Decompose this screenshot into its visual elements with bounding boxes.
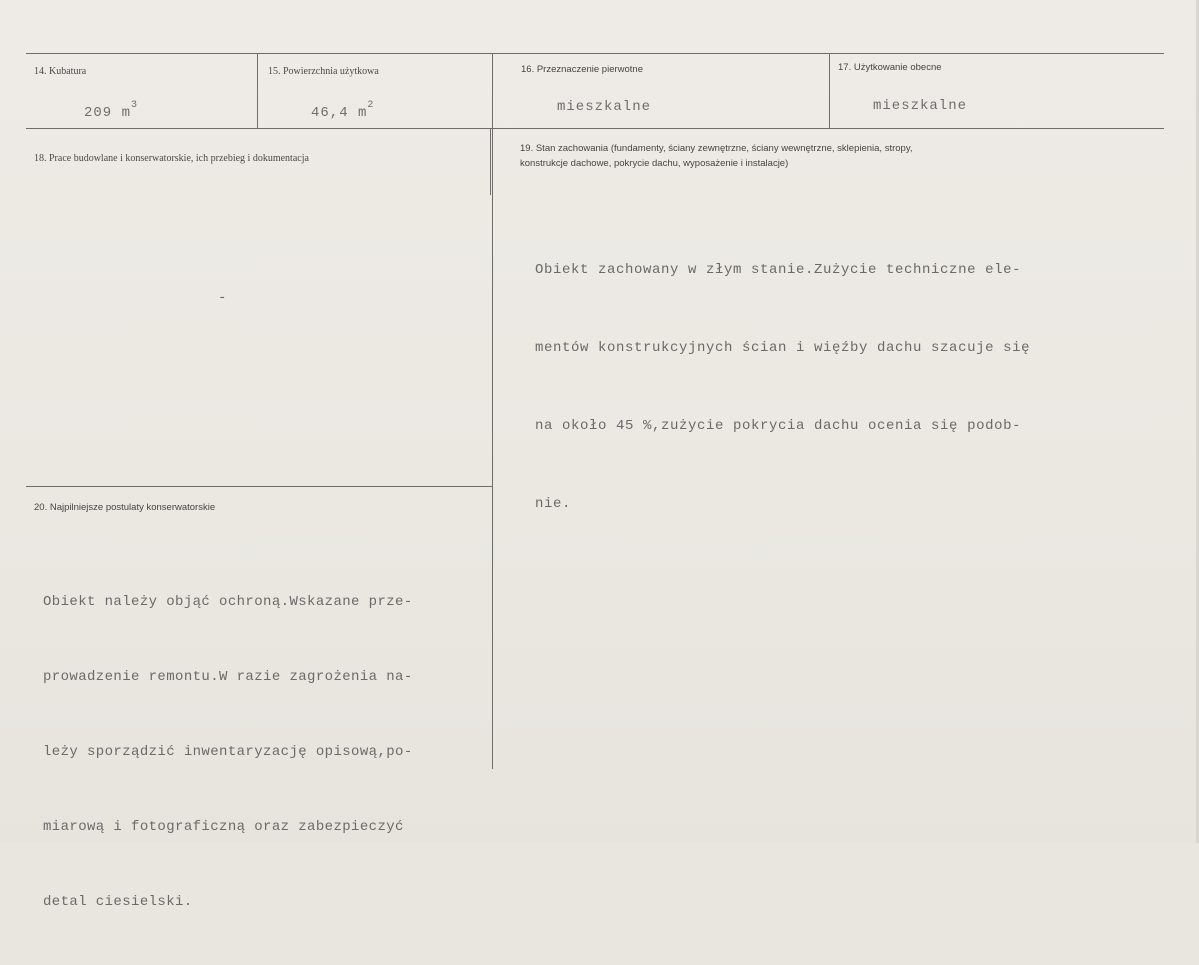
stan-label-line2: konstrukcje dachowe, pokrycie dachu, wyposażenie i instalacje) bbox=[520, 158, 789, 169]
uzytkowanie-value: mieszkalne bbox=[873, 98, 968, 114]
powierzchnia-value: 46,4 $m^2$ bbox=[311, 100, 375, 121]
row1-bottom-rule bbox=[26, 128, 1164, 129]
przeznaczenie-label: 16. Przeznaczenie pierwotne bbox=[521, 64, 643, 75]
postulaty-label: 20. Najpilniejsze postulaty konserwatorskie bbox=[34, 502, 216, 513]
section18-bottom-rule bbox=[26, 486, 492, 487]
divider-main-tick bbox=[490, 129, 491, 195]
postulaty-line: detal ciesielski. bbox=[43, 894, 193, 910]
kubatura-value: 209 $m^3$ bbox=[84, 100, 139, 121]
przeznaczenie-value: mieszkalne bbox=[557, 99, 652, 115]
divider-14-15 bbox=[257, 54, 258, 128]
postulaty-line: Obiekt należy objąć ochroną.Wskazane prze- bbox=[43, 594, 413, 610]
uzytkowanie-label: 17. Użytkowanie obecne bbox=[838, 62, 942, 73]
divider-main bbox=[492, 54, 493, 769]
postulaty-line: miarową i fotograficzną oraz zabezpieczyć bbox=[43, 819, 404, 835]
powierzchnia-label: 15. Powierzchnia użytkowa bbox=[268, 66, 379, 77]
postulaty-text bbox=[43, 540, 413, 965]
postulaty-line: leży sporządzić inwentaryzację opisową,po- bbox=[43, 744, 413, 760]
divider-16-17 bbox=[829, 54, 830, 128]
top-rule bbox=[26, 53, 1164, 54]
prace-value: - bbox=[218, 290, 227, 306]
stan-text bbox=[535, 205, 1030, 569]
postulaty-line: prowadzenie remontu.W razie zagrożenia na- bbox=[43, 669, 413, 685]
stan-line: nie. bbox=[535, 496, 572, 512]
stan-label-line1: 19. Stan zachowania (fundamenty, ściany zewnętrzne, ściany wewnętrzne, sklepienia, stropy, bbox=[520, 143, 913, 154]
prace-label: 18. Prace budowlane i konserwatorskie, ich przebieg i dokumentacja bbox=[34, 153, 309, 164]
stan-line: Obiekt zachowany w złym stanie.Zużycie techniczne ele- bbox=[535, 262, 1022, 278]
stan-line: mentów konstrukcyjnych ścian i więźby dachu szacuje się bbox=[535, 340, 1031, 356]
kubatura-label: 14. Kubatura bbox=[34, 66, 87, 77]
stan-line: na około 45 %,zużycie pokrycia dachu ocenia się podob- bbox=[535, 418, 1022, 434]
